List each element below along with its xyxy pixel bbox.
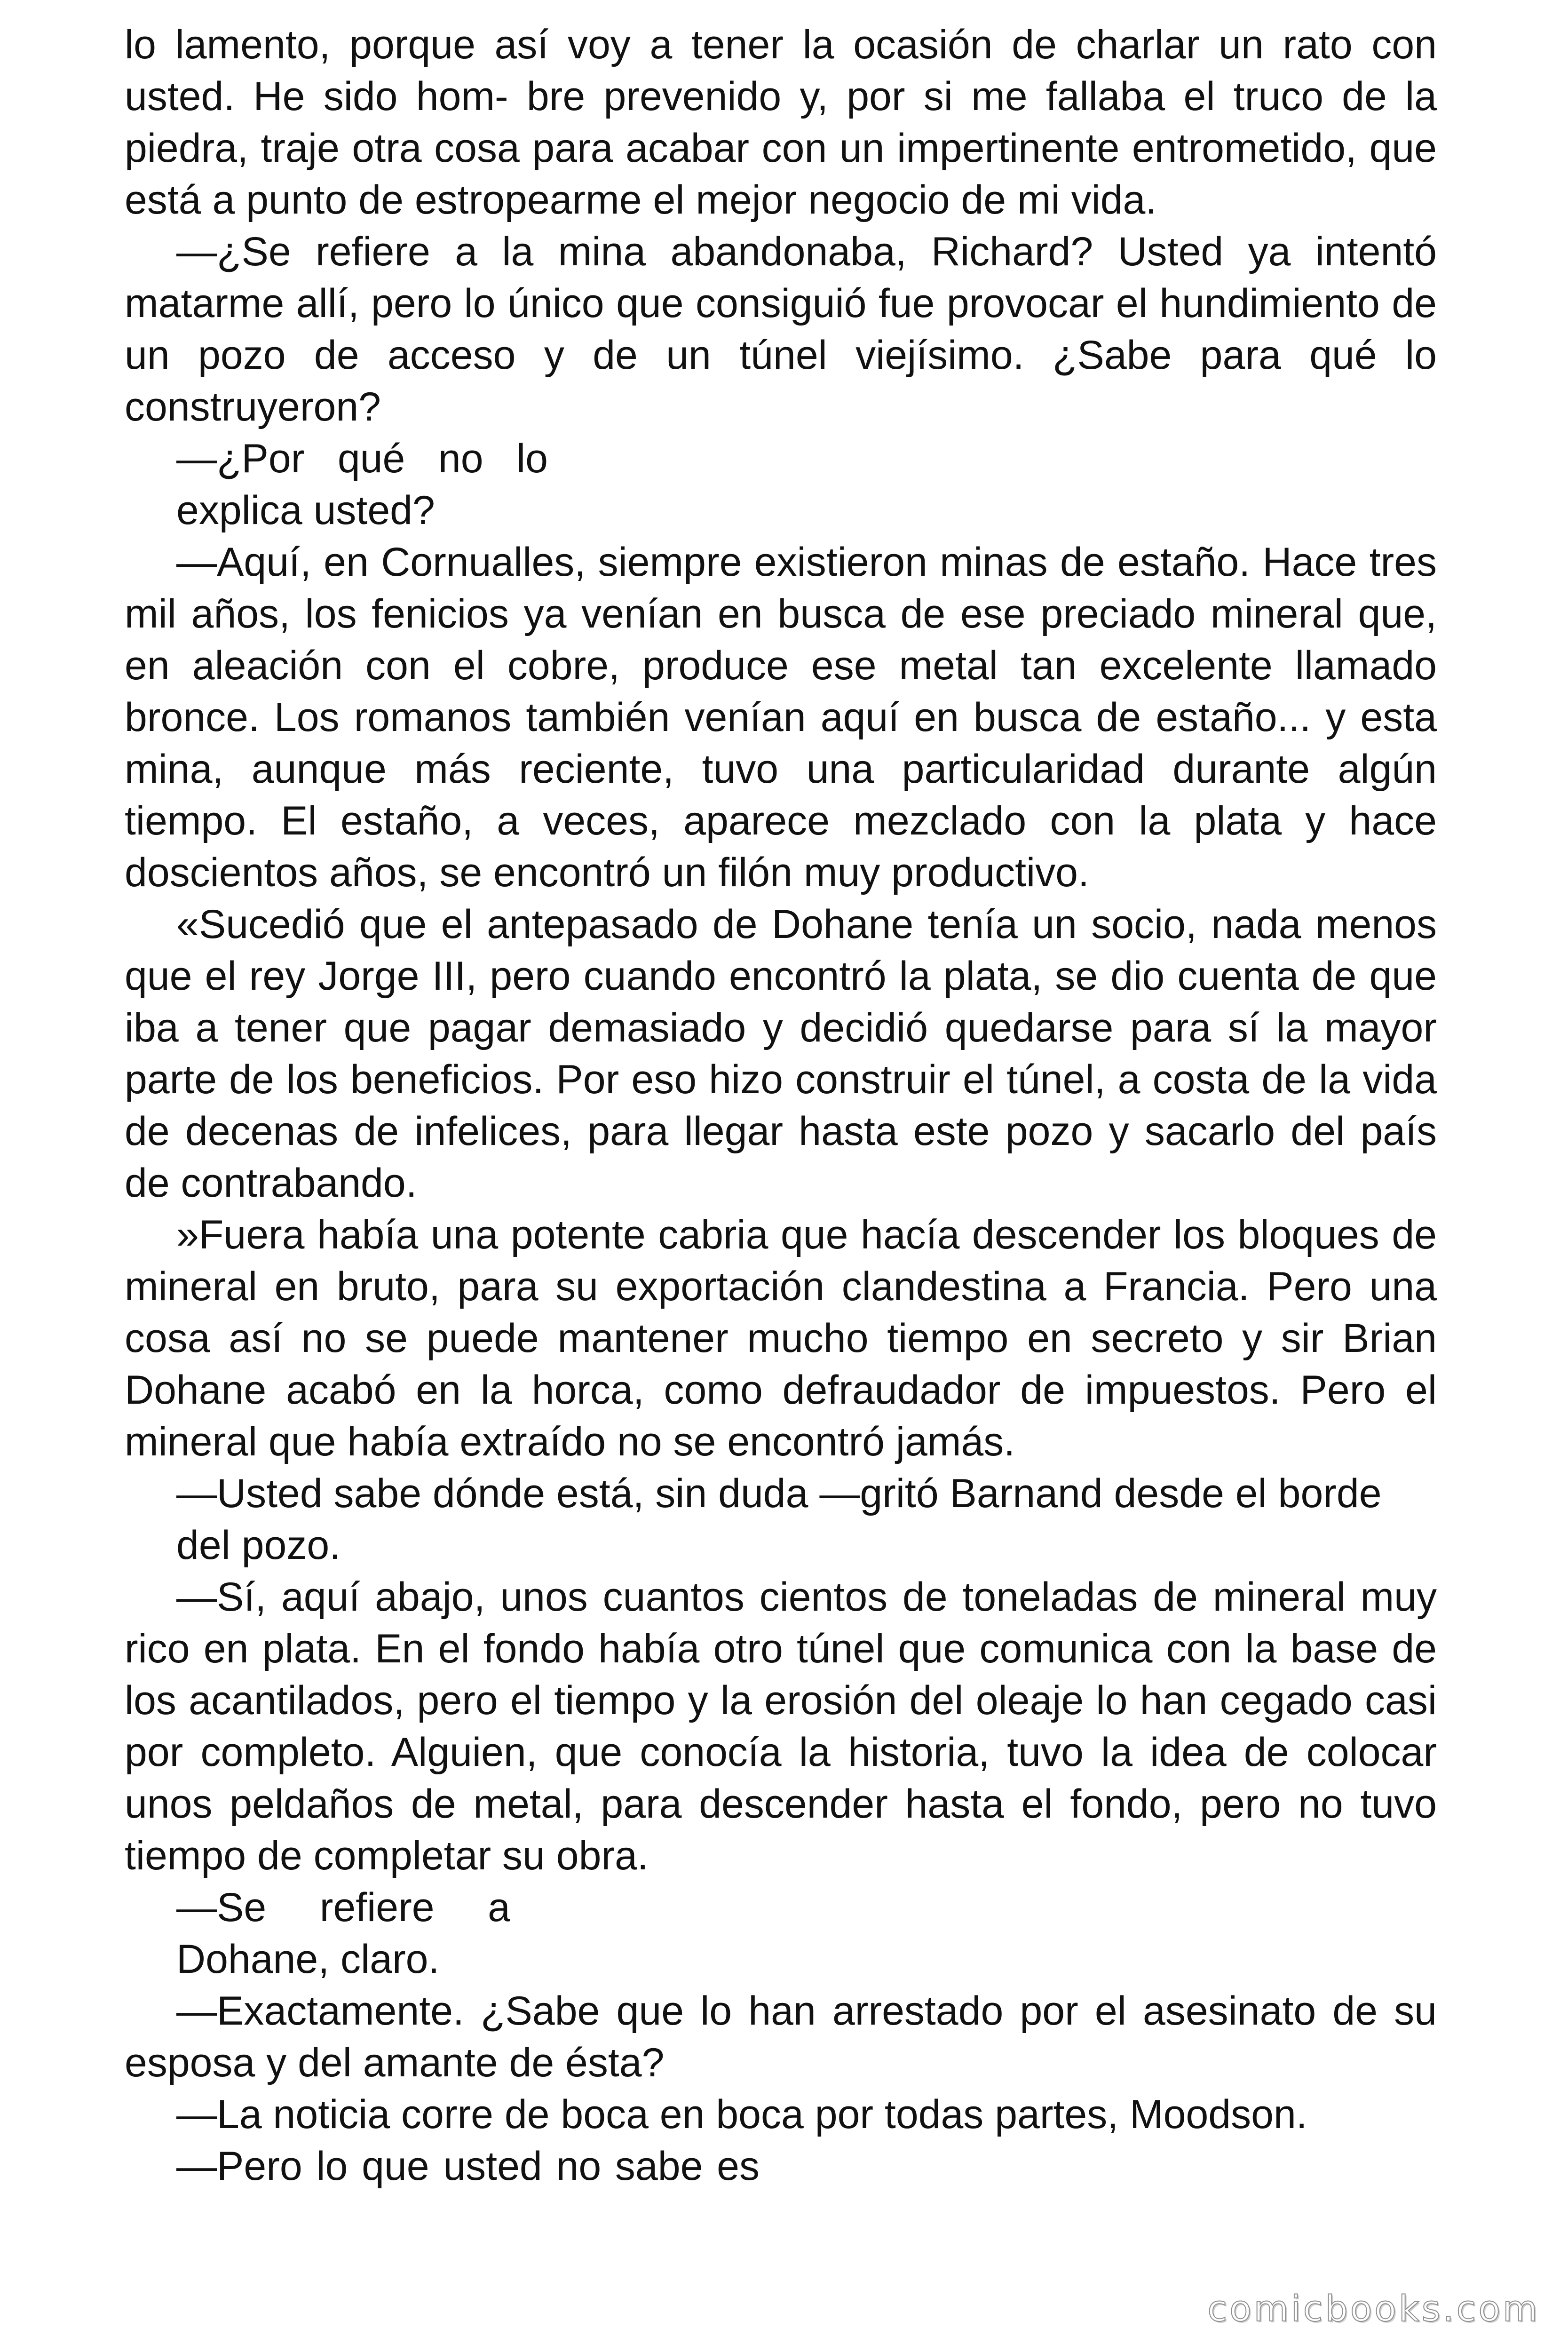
paragraph-continuation: lo lamento, porque así voy a tener la ocasión de charlar un rato con usted. He sido hom- bre prevenido y, por si me fallaba el truco de la piedra, traje otra cosa para acabar con un impertinente entrometido, que está a punto de estropearme el mejor negocio de mi vida.: [125, 22, 1437, 222]
paragraph-dialogue: —Exactamente. ¿Sabe que lo han arrestado por el asesinato de su esposa y del amante de ésta?: [125, 1988, 1437, 2085]
paragraph-dialogue: —Se refiere a: [176, 1885, 510, 1930]
paragraph-quote: »Fuera había una potente cabria que hacía descender los bloques de mineral en bruto, para su exportación clandestina a Francia. Pero una cosa así no se puede mantener mucho tiempo en secreto y sir Brian Dohane acabó en la horca, como defraudador de impuestos. Pero el mineral que había extraído no se encontró jamás.: [125, 1212, 1437, 1464]
paragraph-dialogue: —¿Por qué no lo: [176, 436, 548, 481]
paragraph-quote: «Sucedió que el antepasado de Dohane tenía un socio, nada menos que el rey Jorge III, pero cuando encontró la plata, se dio cuenta de que iba a tener que pagar demasiado y decidió quedarse para sí la mayor parte de los beneficios. Por eso hizo construir el túnel, a costa de la vida de decenas de infelices, para llegar hasta este pozo y sacarlo del país de contrabando.: [125, 902, 1437, 1206]
paragraph-dialogue: —Aquí, en Cornualles, siempre existieron minas de estaño. Hace tres mil años, los fenicios ya venían en busca de ese preciado mineral que, en aleación con el cobre, produce ese metal tan excelente llamado bronce. Los romanos también venían aquí en busca de estaño... y esta mina, aunque más reciente, tuvo una particularidad durante algún tiempo. El estaño, a veces, aparece mezclado con la plata y hace doscientos años, se encontró un filón muy productivo.: [125, 540, 1437, 895]
paragraph-dialogue: —¿Se refiere a la mina abandonaba, Richard? Usted ya intentó matarme allí, pero lo único que consiguió fue provocar el hundimiento de un pozo de acceso y de un túnel viejísimo. ¿Sabe para qué lo construyeron?: [125, 229, 1437, 429]
paragraph-dialogue: —Pero lo que usted no sabe es: [176, 2144, 760, 2189]
paragraph-dialogue-cont: Dohane, claro.: [176, 1937, 440, 1982]
paragraph-dialogue-cont: explica usted?: [176, 488, 435, 533]
watermark-logo: comicbooks.com: [1207, 2288, 1540, 2329]
paragraph-dialogue: —Usted sabe dónde está, sin duda —gritó Barnand desde el borde del pozo.: [176, 1471, 1382, 1568]
body-text: [125, 19, 1437, 2192]
paragraph-dialogue: —La noticia corre de boca en boca por todas partes, Moodson.: [176, 2092, 1307, 2137]
paragraph-dialogue: —Sí, aquí abajo, unos cuantos cientos de toneladas de mineral muy rico en plata. En el fondo había otro túnel que comunica con la base de los acantilados, pero el tiempo y la erosión del oleaje lo han cegado casi por completo. Alguien, que conocía la historia, tuvo la idea de colocar unos peldaños de metal, para descender hasta el fondo, pero no tuvo tiempo de completar su obra.: [125, 1574, 1437, 1878]
